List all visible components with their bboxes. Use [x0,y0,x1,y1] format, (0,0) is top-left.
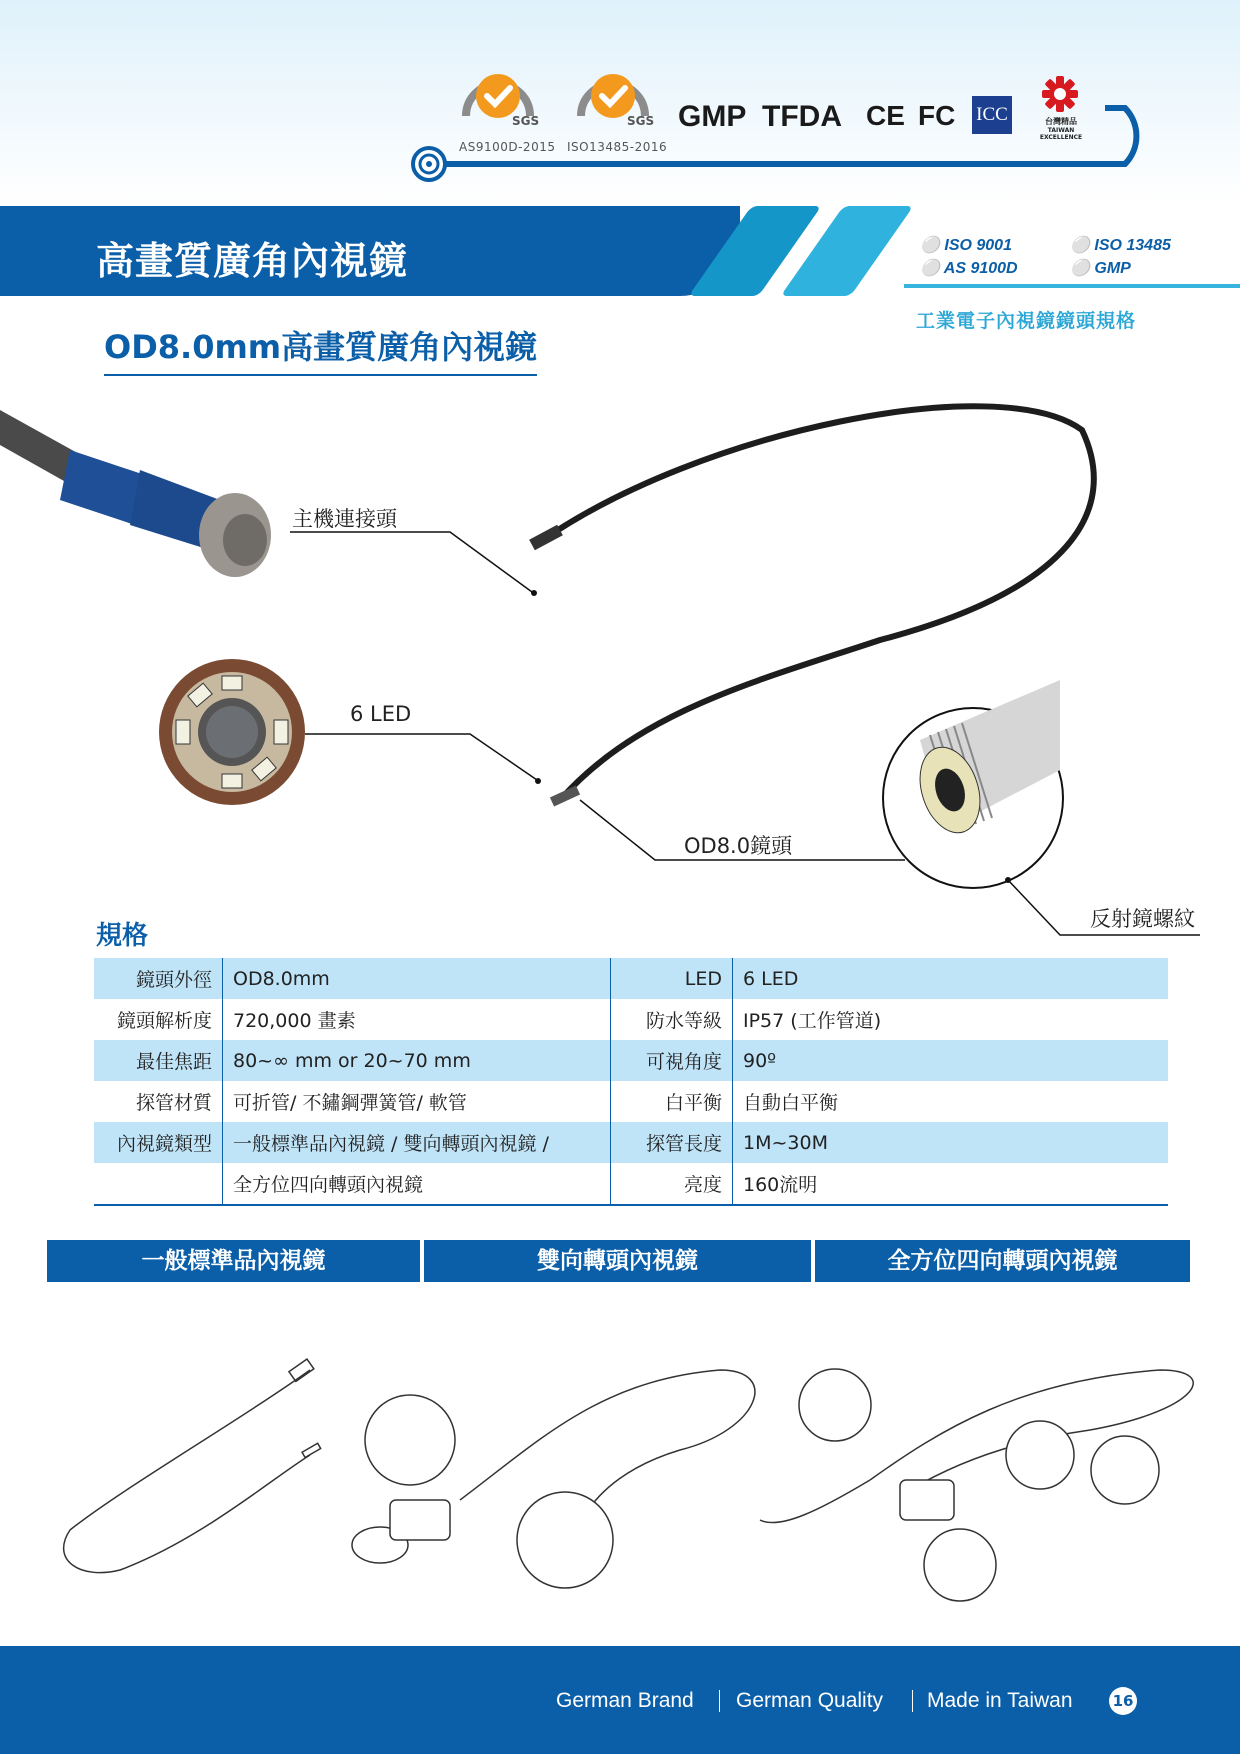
product-title: OD8.0mm高畫質廣角內視鏡 [104,322,537,376]
product-illustration [0,390,1240,950]
spec-label: 可視角度 [611,1040,733,1081]
spec-section-title: 規格 [96,921,149,951]
callout-connector: 主機連接頭 [292,507,397,531]
ce-mark: CE [866,100,905,131]
spec-value: 160流明 [733,1163,1169,1205]
iso-item-gmp: ⚪ GMP [1070,260,1131,277]
spec-label: 探管材質 [135,1092,212,1114]
footer-divider [912,1690,913,1712]
spec-value: OD8.0mm [223,958,611,999]
tfda-mark: TFDA [762,100,842,133]
type-bar-standard: 一般標準品內視鏡 [47,1240,420,1282]
gmp-text: GMP [1094,260,1131,277]
led-face-image [159,659,305,805]
page-number: 16 [1109,1687,1137,1715]
icc-mark: ICC [972,96,1012,134]
banner-accent-line [904,284,1240,288]
table-row [94,1122,1168,1163]
spec-value: 720,000 畫素 [223,999,611,1040]
spec-value: 80~∞ mm or 20~70 mm [223,1040,611,1081]
type-bar-two-way: 雙向轉頭內視鏡 [424,1240,811,1282]
spec-value: 90º [733,1040,1169,1081]
spec-value: 一般標準品內視鏡 / 雙向轉頭內視鏡 / [223,1122,611,1163]
spec-label: 鏡頭解析度 [116,1010,212,1032]
spec-value: 自動白平衡 [733,1081,1169,1122]
spec-label: LED [611,958,733,999]
banner-subtitle: 工業電子內視鏡鏡頭規格 [916,310,1137,332]
spec-value: 1M~30M [733,1122,1169,1163]
standard-endoscope-drawing [64,1359,321,1573]
fc-mark: FC [918,100,956,131]
cert-label-iso13485: ISO13485-2016 [567,140,668,154]
spec-value: IP57 (工作管道) [733,999,1169,1040]
type-illustrations [40,1340,1200,1610]
sgs-cert-badge-1 [458,56,538,130]
two-way-endoscope-drawing [352,1370,755,1588]
callout-od8-lens: OD8.0鏡頭 [684,834,793,858]
taiwan-excellence-cn: 台灣精品 [1045,117,1077,126]
spec-table [94,958,1168,1206]
as-9100d-text: AS 9100D [943,260,1018,277]
spec-label: 防水等級 [611,999,733,1040]
table-row [94,1040,1168,1081]
spec-label: 亮度 [611,1163,733,1205]
table-row [94,958,1168,999]
taiwan-excellence-logo-icon [1040,74,1080,114]
connector-closeup-image [0,410,271,577]
spec-value: 6 LED [733,958,1169,999]
taiwan-excellence-text [1026,116,1096,141]
type-bar-four-way: 全方位四向轉頭內視鏡 [815,1240,1190,1282]
cert-label-as9100: AS9100D-2015 [459,140,556,154]
footer-german-quality: German Quality [736,1689,884,1712]
spec-value: 全方位四向轉頭內視鏡 [223,1163,611,1205]
spec-label: 白平衡 [611,1081,733,1122]
spec-label [94,1163,223,1205]
lens-thread-closeup-image [883,680,1063,888]
page-title: 高畫質廣角內視鏡 [96,239,409,283]
footer-german-brand: German Brand [556,1689,694,1712]
iso-item-as9100d: ⚪ AS 9100D [920,260,1018,277]
iso-13485-text: ISO 13485 [1094,237,1171,254]
sgs-cert-badge-2 [573,56,653,130]
table-row [94,999,1168,1040]
iso-9001-text: ISO 9001 [944,237,1012,254]
spec-value: 可折管/ 不鏽鋼彈簧管/ 軟管 [223,1081,611,1122]
iso-item-9001: ⚪ ISO 9001 [920,237,1012,254]
spec-label: 探管長度 [611,1122,733,1163]
callout-reflector-thread: 反射鏡螺紋 [1090,907,1195,931]
callout-6-led: 6 LED [350,702,412,726]
four-way-endoscope-drawing [760,1369,1193,1601]
spec-label: 內視鏡類型 [94,1122,223,1163]
footer-divider [719,1690,720,1712]
footer-made-in-taiwan: Made in Taiwan [927,1689,1073,1712]
iso-item-13485: ⚪ ISO 13485 [1070,237,1171,254]
gmp-mark: GMP [678,100,747,133]
table-row [94,1163,1168,1205]
table-row [94,1081,1168,1122]
spec-label: 最佳焦距 [94,1040,223,1081]
taiwan-excellence-en: TAIWAN EXCELLENCE [1039,127,1083,141]
sgs-text: SGS [512,114,540,128]
sgs-text: SGS [627,114,655,128]
spec-label: 鏡頭外徑 [94,958,223,999]
